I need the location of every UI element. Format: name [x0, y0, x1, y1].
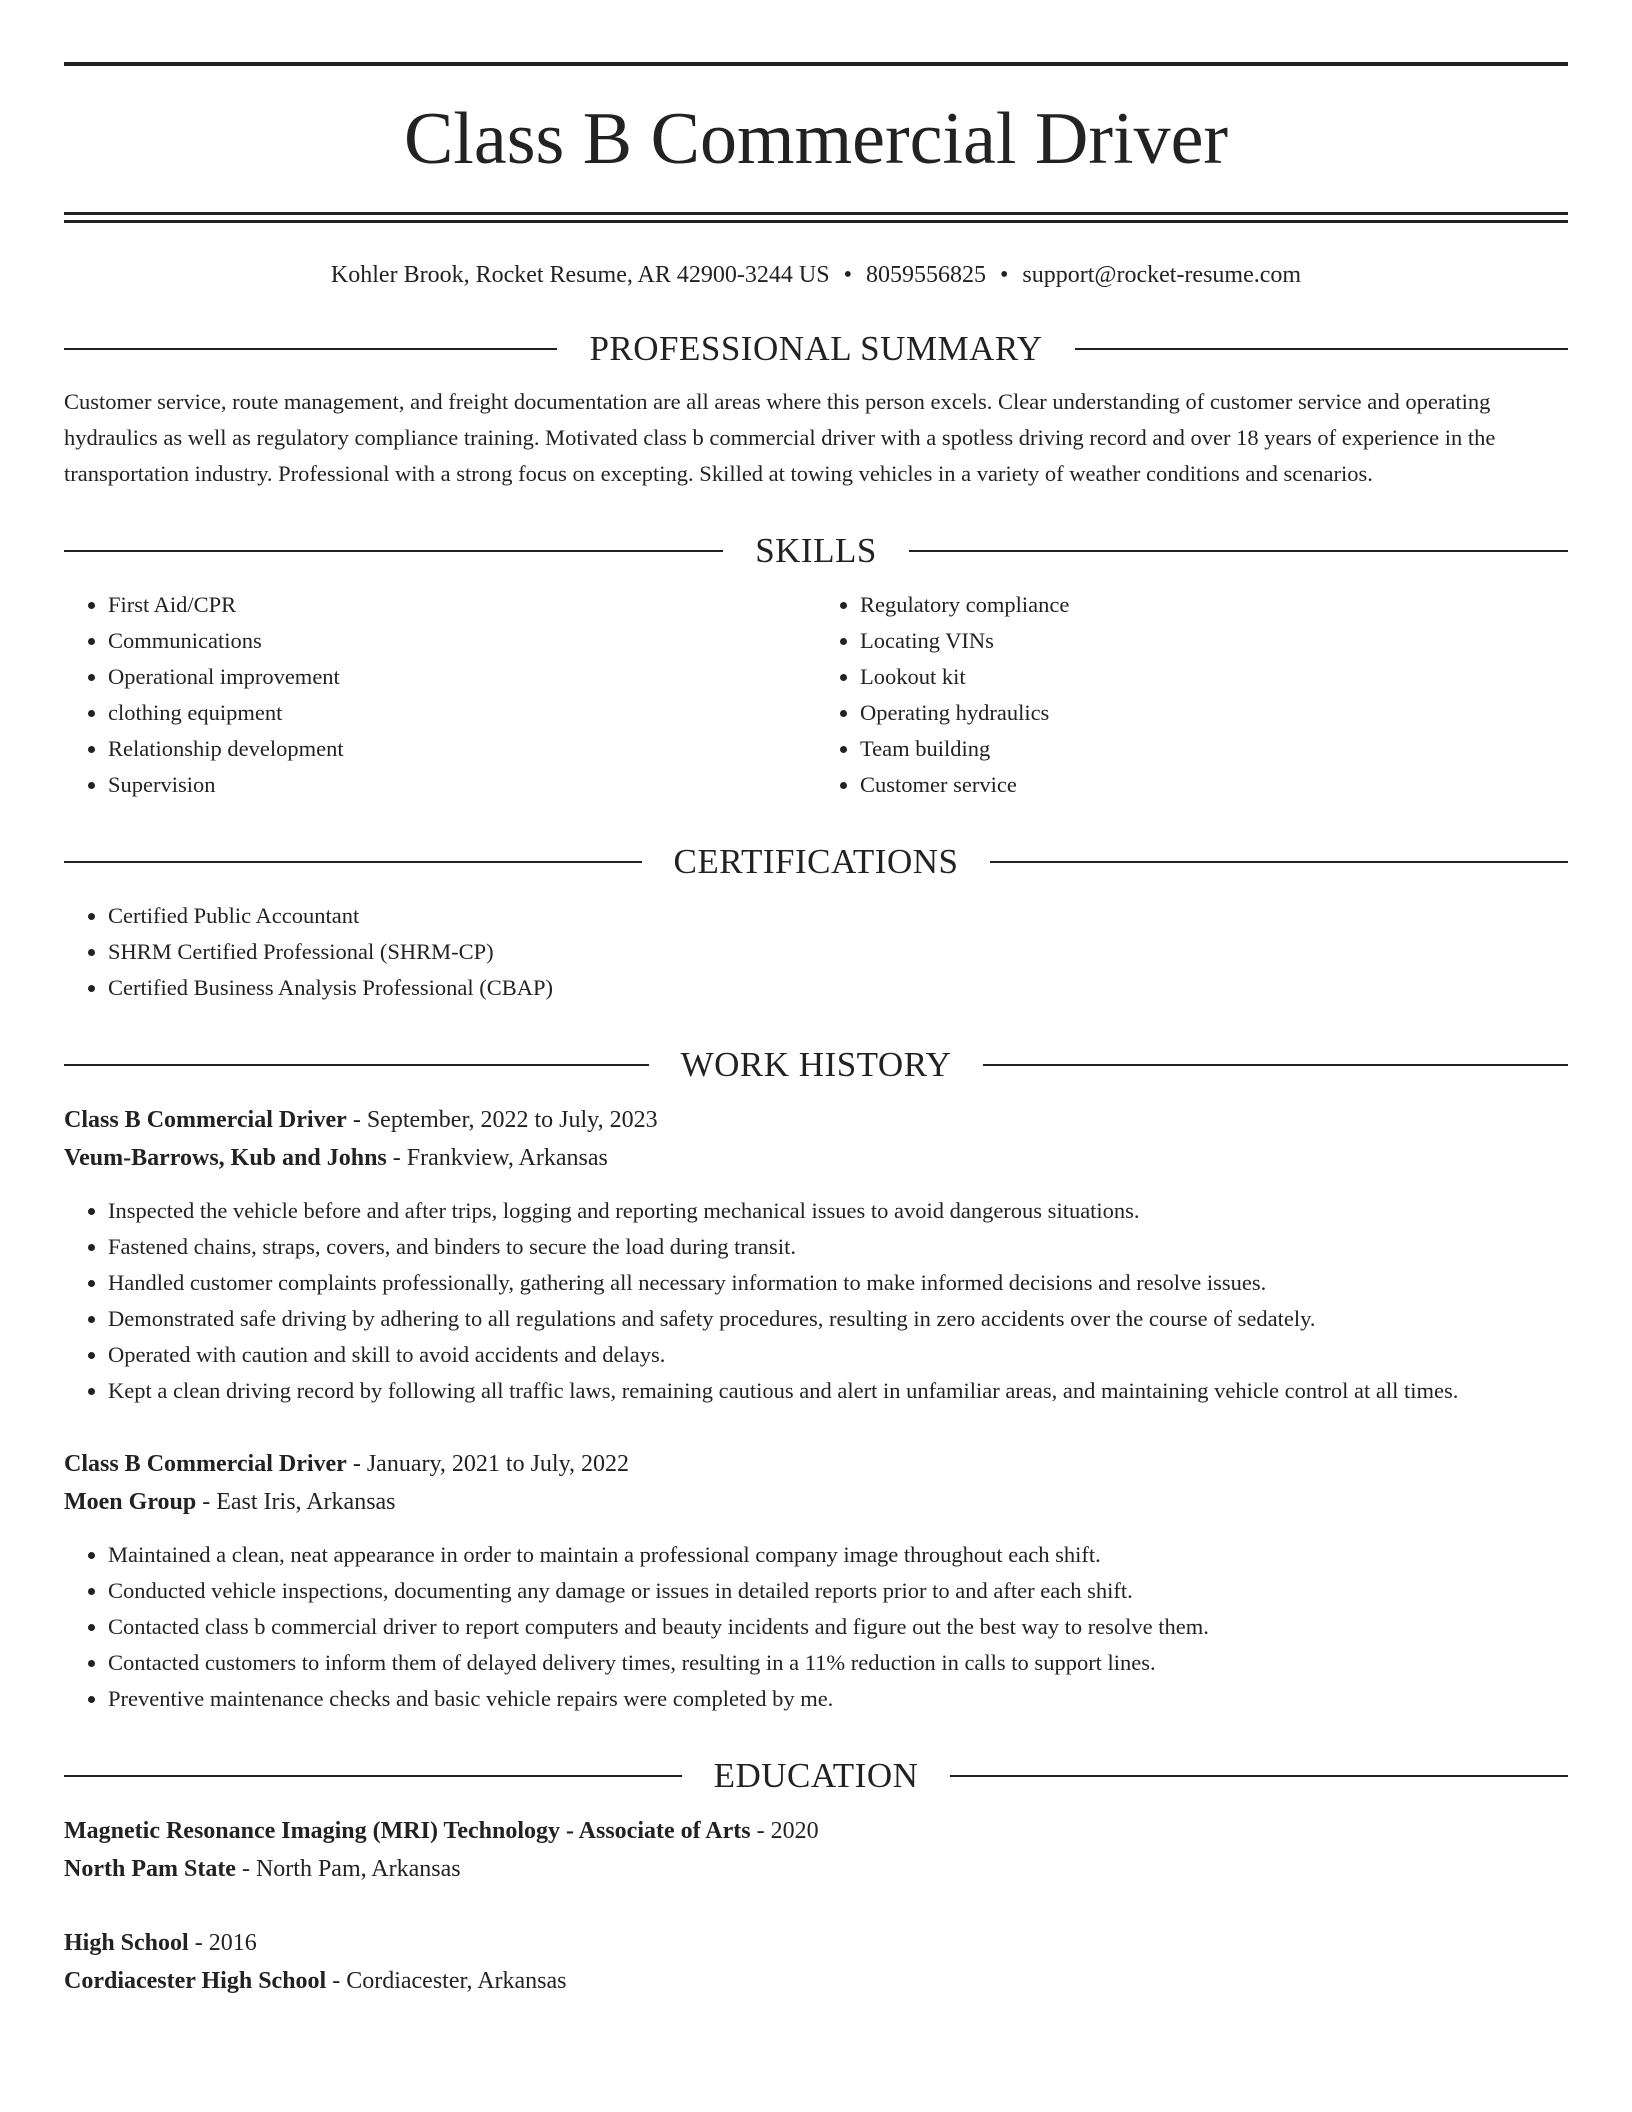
job-location: - East Iris, Arkansas — [196, 1489, 396, 1515]
certification-item: • Certified Public Accountant — [108, 898, 1568, 934]
job-bullet: • Kept a clean driving record by following all traffic laws, remaining cautious and alert in unfamiliar areas, and maintaining vehicle control at all times. — [108, 1373, 1568, 1409]
section-heading-education — [64, 1755, 1568, 1797]
education-entry — [64, 1924, 1568, 2000]
section-title: WORK HISTORY — [680, 1045, 952, 1084]
job-bullet: • Preventive maintenance checks and basic vehicle repairs were completed by me. — [108, 1681, 1568, 1717]
education-degree-line — [64, 1924, 1568, 1962]
heading-rule — [990, 861, 1568, 863]
skill-item: • Lookout kit — [860, 659, 1568, 695]
job-bullet: • Contacted customers to inform them of delayed delivery times, resulting in a 11% reduction in calls to support lines. — [108, 1645, 1568, 1681]
heading-rule — [950, 1775, 1568, 1777]
job-bullet: • Handled customer complaints professionally, gathering all necessary information to make informed decisions and resolve issues. — [108, 1265, 1568, 1301]
education-school: Cordiacester High School — [64, 1968, 327, 1994]
skill-item: • Team building — [860, 731, 1568, 767]
certification-item: • SHRM Certified Professional (SHRM-CP) — [108, 934, 1568, 970]
job-bullet: • Fastened chains, straps, covers, and binders to secure the load during transit. — [108, 1229, 1568, 1265]
skill-item: • Locating VINs — [860, 623, 1568, 659]
job-dates: - September, 2022 to July, 2023 — [346, 1107, 658, 1133]
job-title-line — [64, 1445, 1568, 1483]
skill-item: • Supervision — [108, 767, 816, 803]
heading-rule — [64, 861, 642, 863]
top-rule — [64, 62, 1568, 66]
resume-title: Class B Commercial Driver — [403, 98, 1229, 180]
section-heading-skills — [64, 530, 1568, 572]
skill-item: • First Aid/CPR — [108, 587, 816, 623]
job-location: - Frankview, Arkansas — [386, 1145, 608, 1171]
job-company: Moen Group — [64, 1489, 197, 1515]
certifications-list — [64, 898, 1568, 1006]
education-year: - 2020 — [750, 1818, 819, 1844]
job-bullets — [64, 1193, 1568, 1409]
job-entry — [64, 1445, 1568, 1717]
heading-rule — [64, 1775, 682, 1777]
job-bullet: • Contacted class b commercial driver to report computers and beauty incidents and figure out the best way to resolve them. — [108, 1609, 1568, 1645]
section-title: CERTIFICATIONS — [673, 842, 959, 881]
skill-item: • clothing equipment — [108, 695, 816, 731]
section-heading-work-history — [64, 1044, 1568, 1086]
job-company-line — [64, 1483, 1568, 1521]
job-company-line — [64, 1139, 1568, 1177]
education-school-line — [64, 1850, 1568, 1888]
education-degree-line — [64, 1812, 1568, 1850]
contact-address: Kohler Brook, Rocket Resume, AR 42900-3244 US — [330, 262, 830, 288]
heading-rule — [64, 348, 557, 350]
job-bullet: • Conducted vehicle inspections, documenting any damage or issues in detailed reports prior to and after each shift. — [108, 1573, 1568, 1609]
skills-columns — [64, 587, 1568, 803]
contact-line — [64, 260, 1568, 290]
education-school-line — [64, 1962, 1568, 2000]
education-school: North Pam State — [64, 1856, 236, 1882]
section-heading-certifications — [64, 841, 1568, 883]
job-title: Class B Commercial Driver — [64, 1107, 347, 1133]
job-title: Class B Commercial Driver — [64, 1451, 347, 1477]
skill-item: • Regulatory compliance — [860, 587, 1568, 623]
job-bullet: • Demonstrated safe driving by adhering to all regulations and safety procedures, resulting in zero accidents over the course of sedately. — [108, 1301, 1568, 1337]
heading-rule — [909, 550, 1568, 552]
resume-page — [64, 62, 1568, 2000]
heading-rule — [64, 1064, 649, 1066]
section-heading-summary — [64, 328, 1568, 370]
education-location: - Cordiacester, Arkansas — [326, 1968, 567, 1994]
contact-email: support@rocket-resume.com — [1022, 262, 1302, 288]
section-title: SKILLS — [755, 531, 877, 570]
education-location: - North Pam, Arkansas — [235, 1856, 461, 1882]
education-degree: High School — [64, 1930, 189, 1956]
job-dates: - January, 2021 to July, 2022 — [346, 1451, 630, 1477]
job-bullets — [64, 1537, 1568, 1717]
skill-item: • Customer service — [860, 767, 1568, 803]
section-title: PROFESSIONAL SUMMARY — [589, 329, 1043, 368]
section-title: EDUCATION — [713, 1756, 919, 1795]
skill-item: • Communications — [108, 623, 816, 659]
job-bullet: • Inspected the vehicle before and after trips, logging and reporting mechanical issues to avoid dangerous situations. — [108, 1193, 1568, 1229]
certification-item: • Certified Business Analysis Professional (CBAP) — [108, 970, 1568, 1006]
job-bullet: • Operated with caution and skill to avoid accidents and delays. — [108, 1337, 1568, 1373]
skills-list-right — [816, 587, 1568, 803]
contact-phone: 8059556825 — [865, 262, 986, 288]
heading-rule — [1075, 348, 1568, 350]
job-bullet: • Maintained a clean, neat appearance in order to maintain a professional company image throughout each shift. — [108, 1537, 1568, 1573]
heading-rule — [64, 550, 723, 552]
skill-item: • Operating hydraulics — [860, 695, 1568, 731]
job-entry — [64, 1101, 1568, 1409]
skill-item: • Operational improvement — [108, 659, 816, 695]
education-degree: Magnetic Resonance Imaging (MRI) Technology - Associate of Arts — [64, 1818, 751, 1844]
heading-rule — [983, 1064, 1568, 1066]
skill-item: • Relationship development — [108, 731, 816, 767]
summary-text: Customer service, route management, and freight documentation are all areas where this person excels. Clear understanding of customer service and operating hydraulics as well as regulatory compliance training. Motivated class b commercial driver with a spotless driving record and over 18 years of experience in the transportation industry. Professional with a strong focus on excepting. Skilled at towing vehicles in a variety of weather conditions and scenarios. — [64, 389, 1496, 486]
contact-separator: • — [999, 262, 1009, 288]
education-year: - 2016 — [188, 1930, 257, 1956]
skills-list-left — [64, 587, 816, 803]
title-double-rule — [64, 212, 1568, 223]
contact-separator: • — [843, 262, 852, 288]
job-title-line — [64, 1101, 1568, 1139]
education-entry — [64, 1812, 1568, 1888]
job-company: Veum-Barrows, Kub and Johns — [64, 1145, 387, 1171]
